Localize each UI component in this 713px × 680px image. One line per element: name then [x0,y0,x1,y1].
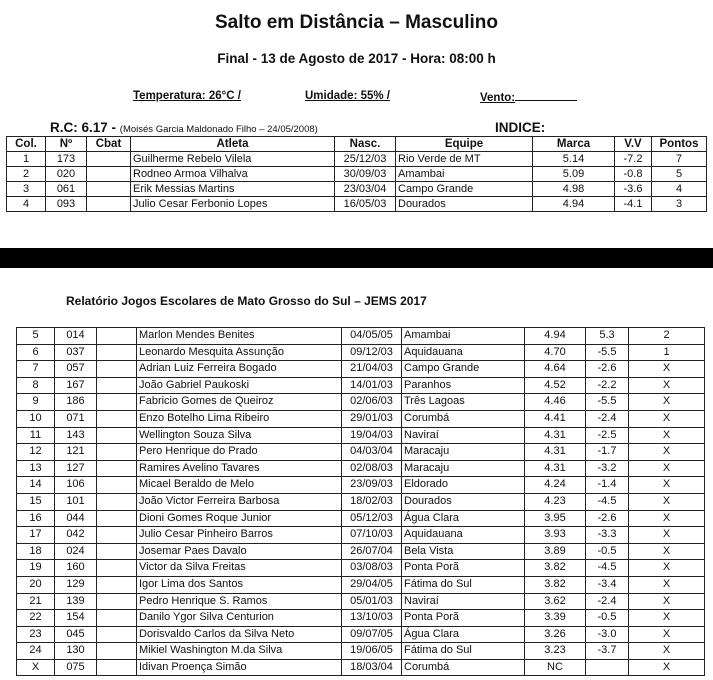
table-row [17,543,705,560]
table-row [17,593,705,610]
cell-col: 5 [17,328,55,345]
cell-number: 139 [55,593,97,610]
cell-mark: 4.70 [525,344,586,361]
cell-team: Corumbá [402,410,525,427]
cell-cbat [97,410,137,427]
cell-cbat [97,643,137,660]
cell-col: 1 [7,152,46,167]
cell-team: Três Lagoas [402,394,525,411]
cell-mark: 4.98 [533,182,615,197]
cell-points: X [629,643,705,660]
cell-points: X [629,593,705,610]
wind-label: Vento: [480,90,577,104]
cell-points: X [629,427,705,444]
cell-wind: -2.4 [586,593,629,610]
cell-points: X [629,410,705,427]
cell-mark: 4.24 [525,477,586,494]
table-row [17,328,705,345]
cell-points: 2 [629,328,705,345]
cell-cbat [97,610,137,627]
cell-points: X [629,576,705,593]
cell-mark: 4.64 [525,361,586,378]
cell-birth: 03/08/03 [342,560,402,577]
cell-athlete: João Gabriel Paukoski [137,377,342,394]
cell-team: Amambai [402,328,525,345]
cell-birth: 29/01/03 [342,410,402,427]
cell-points: X [629,394,705,411]
cell-athlete: Fabricio Gomes de Queiroz [137,394,342,411]
cell-wind: -7.2 [615,152,652,167]
cell-number: 024 [55,543,97,560]
cell-athlete: Josemar Paes Davalo [137,543,342,560]
cell-athlete: João Victor Ferreira Barbosa [137,493,342,510]
cell-points: X [629,527,705,544]
cell-wind: -2.2 [586,377,629,394]
cell-cbat [87,167,131,182]
cell-wind: -1.4 [586,477,629,494]
cell-cbat [97,361,137,378]
cell-cbat [97,560,137,577]
cell-birth: 21/04/03 [342,361,402,378]
cell-mark: 4.23 [525,493,586,510]
table-row [17,527,705,544]
cell-wind: -4.5 [586,493,629,510]
cell-birth: 09/07/05 [342,626,402,643]
cell-mark: 4.31 [525,460,586,477]
cell-birth: 25/12/03 [335,152,396,167]
cell-athlete: Adrian Luiz Ferreira Bogado [137,361,342,378]
cell-athlete: Julio Cesar Pinheiro Barros [137,527,342,544]
table-row [17,626,705,643]
cell-wind: -0.8 [615,167,652,182]
cell-team: Aquidauana [402,344,525,361]
cell-mark: 3.82 [525,560,586,577]
cell-birth: 05/12/03 [342,510,402,527]
cell-cbat [97,394,137,411]
cell-cbat [97,328,137,345]
cell-wind: -5.5 [586,394,629,411]
cell-number: 071 [55,410,97,427]
cell-mark: 3.93 [525,527,586,544]
cell-athlete: Mikiel Washington M.da Silva [137,643,342,660]
column-header-birth: Nasc. [335,137,396,152]
cell-team: Campo Grande [402,361,525,378]
cell-birth: 29/04/05 [342,576,402,593]
cell-team: Aquidauana [402,527,525,544]
cell-birth: 19/04/03 [342,427,402,444]
cell-number: 101 [55,493,97,510]
cell-wind: -2.5 [586,427,629,444]
page-title: Salto em Distância – Masculino [215,12,498,33]
results-table-top [6,136,707,212]
cell-team: Fátima do Sul [402,643,525,660]
cell-wind: -3.0 [586,626,629,643]
cell-team: Maracaju [402,444,525,461]
cell-number: 154 [55,610,97,627]
cell-team: Naviraí [402,593,525,610]
cell-number: 044 [55,510,97,527]
cell-wind: -0.5 [586,543,629,560]
cell-col: 12 [17,444,55,461]
cell-points: X [629,560,705,577]
cell-wind: 5.3 [586,328,629,345]
table-row [7,152,707,167]
cell-cbat [87,182,131,197]
record-label: R.C: 6.17 - [50,120,117,135]
cell-col: 10 [17,410,55,427]
cell-mark: 5.14 [533,152,615,167]
table-row [17,493,705,510]
cell-team: Maracaju [402,460,525,477]
cell-number: 106 [55,477,97,494]
cell-team: Água Clara [402,510,525,527]
cell-team: Ponta Porã [402,560,525,577]
temperature-label: Temperatura: 26°C / [133,90,241,102]
cell-team: Eldorado [402,477,525,494]
cell-birth: 26/07/04 [342,543,402,560]
cell-team: Campo Grande [396,182,533,197]
cell-mark: 3.39 [525,610,586,627]
cell-mark: 4.94 [525,328,586,345]
cell-cbat [97,477,137,494]
cell-number: 121 [55,444,97,461]
cell-cbat [97,493,137,510]
cell-col: 17 [17,527,55,544]
cell-number: 173 [46,152,87,167]
cell-col: 21 [17,593,55,610]
cell-col: 8 [17,377,55,394]
table-row [17,377,705,394]
table-row [7,167,707,182]
cell-wind: -0.5 [586,610,629,627]
cell-wind: -5.5 [586,344,629,361]
cell-athlete: Dorisvaldo Carlos da Silva Neto [137,626,342,643]
cell-athlete: Victor da Silva Freitas [137,560,342,577]
cell-wind: -4.1 [615,197,652,212]
cell-points: 3 [652,197,707,212]
cell-points: X [629,510,705,527]
cell-col: 24 [17,643,55,660]
cell-team: Dourados [396,197,533,212]
cell-wind: -3.7 [586,643,629,660]
cell-wind: -3.4 [586,576,629,593]
cell-birth: 14/01/03 [342,377,402,394]
cell-birth: 05/01/03 [342,593,402,610]
column-header-col: Col. [7,137,46,152]
cell-birth: 09/12/03 [342,344,402,361]
table-row [17,460,705,477]
page-divider [0,248,713,268]
cell-wind: -1.7 [586,444,629,461]
cell-number: 037 [55,344,97,361]
table-row [17,344,705,361]
cell-number: 143 [55,427,97,444]
cell-number: 127 [55,460,97,477]
report-title: Relatório Jogos Escolares de Mato Grosso do Sul – JEMS 2017 [66,294,427,308]
cell-col: 3 [7,182,46,197]
cell-athlete: Igor Lima dos Santos [137,576,342,593]
cell-birth: 23/09/03 [342,477,402,494]
cell-mark: 3.26 [525,626,586,643]
cell-points: X [629,493,705,510]
cell-wind: -2.6 [586,510,629,527]
table-row [17,643,705,660]
cell-mark: 4.41 [525,410,586,427]
cell-athlete: Wellington Souza Silva [137,427,342,444]
table-row [7,182,707,197]
cell-cbat [97,527,137,544]
cell-number: 020 [46,167,87,182]
cell-team: Dourados [402,493,525,510]
cell-team: Paranhos [402,377,525,394]
humidity-label: Umidade: 55% / [305,90,390,102]
cell-number: 014 [55,328,97,345]
cell-points: 5 [652,167,707,182]
cell-col: 2 [7,167,46,182]
cell-points: X [629,377,705,394]
cell-birth: 04/05/05 [342,328,402,345]
cell-number: 045 [55,626,97,643]
cell-cbat [97,444,137,461]
cell-points: X [629,659,705,676]
cell-points: 1 [629,344,705,361]
cell-points: X [629,543,705,560]
cell-athlete: Julio Cesar Ferbonio Lopes [131,197,335,212]
cell-cbat [97,576,137,593]
cell-mark: NC [525,659,586,676]
cell-cbat [87,197,131,212]
cell-number: 042 [55,527,97,544]
cell-col: 7 [17,361,55,378]
cell-team: Bela Vista [402,543,525,560]
cell-points: X [629,361,705,378]
table-row [17,394,705,411]
table-row [17,576,705,593]
cell-col: X [17,659,55,676]
table-row [17,361,705,378]
cell-athlete: Guilherme Rebelo Vilela [131,152,335,167]
cell-number: 160 [55,560,97,577]
cell-birth: 23/03/04 [335,182,396,197]
cell-birth: 18/03/04 [342,659,402,676]
cell-points: 7 [652,152,707,167]
cell-cbat [97,659,137,676]
indice-label: INDICE: [495,120,546,135]
cell-col: 22 [17,610,55,627]
table-header-row [7,137,707,152]
cell-wind: -3.6 [615,182,652,197]
cell-athlete: Pedro Henrique S. Ramos [137,593,342,610]
cell-birth: 18/02/03 [342,493,402,510]
cell-cbat [97,344,137,361]
table-row [17,427,705,444]
cell-col: 23 [17,626,55,643]
cell-cbat [97,593,137,610]
table-row [17,477,705,494]
cell-birth: 19/06/05 [342,643,402,660]
cell-cbat [97,510,137,527]
cell-mark: 5.09 [533,167,615,182]
cell-points: X [629,610,705,627]
cell-col: 15 [17,493,55,510]
cell-wind: -2.6 [586,361,629,378]
record-line [50,120,318,135]
cell-cbat [87,152,131,167]
cell-wind [586,659,629,676]
cell-athlete: Danilo Ygor Silva Centurion [137,610,342,627]
cell-col: 6 [17,344,55,361]
cell-number: 130 [55,643,97,660]
column-header-cbat: Cbat [87,137,131,152]
column-header-number: Nº [46,137,87,152]
cell-number: 129 [55,576,97,593]
column-header-team: Equipe [396,137,533,152]
record-holder: (Moisés Garcia Maldonado Filho – 24/05/2008) [119,124,318,135]
cell-birth: 04/03/04 [342,444,402,461]
cell-team: Naviraí [402,427,525,444]
cell-points: X [629,626,705,643]
cell-wind: -4.5 [586,560,629,577]
cell-col: 18 [17,543,55,560]
cell-number: 167 [55,377,97,394]
cell-athlete: Marlon Mendes Benites [137,328,342,345]
cell-team: Amambai [396,167,533,182]
table-row [17,444,705,461]
cell-col: 9 [17,394,55,411]
cell-col: 19 [17,560,55,577]
cell-cbat [97,543,137,560]
cell-athlete: Pero Henrique do Prado [137,444,342,461]
column-header-points: Pontos [652,137,707,152]
table-row [7,197,707,212]
cell-team: Corumbá [402,659,525,676]
cell-birth: 02/08/03 [342,460,402,477]
cell-col: 11 [17,427,55,444]
column-header-mark: Marca [533,137,615,152]
table-row [17,560,705,577]
cell-mark: 4.31 [525,427,586,444]
cell-points: X [629,477,705,494]
cell-cbat [97,377,137,394]
cell-birth: 13/10/03 [342,610,402,627]
table-row [17,659,705,676]
cell-cbat [97,626,137,643]
cell-wind: -2.4 [586,410,629,427]
event-subtitle: Final - 13 de Agosto de 2017 - Hora: 08:00 h [217,51,496,66]
cell-cbat [97,460,137,477]
cell-athlete: Leonardo Mesquita Assunção [137,344,342,361]
cell-number: 057 [55,361,97,378]
cell-athlete: Dioni Gomes Roque Junior [137,510,342,527]
cell-team: Rio Verde de MT [396,152,533,167]
table-row [17,410,705,427]
cell-mark: 4.94 [533,197,615,212]
cell-athlete: Idivan Proença Simão [137,659,342,676]
cell-col: 16 [17,510,55,527]
cell-athlete: Ramires Avelino Tavares [137,460,342,477]
cell-number: 093 [46,197,87,212]
cell-athlete: Micael Beraldo de Melo [137,477,342,494]
cell-mark: 3.89 [525,543,586,560]
cell-athlete: Erik Messias Martins [131,182,335,197]
cell-mark: 3.62 [525,593,586,610]
cell-number: 186 [55,394,97,411]
cell-birth: 07/10/03 [342,527,402,544]
column-header-wind: V.V [615,137,652,152]
results-table-bottom [16,327,705,676]
cell-cbat [97,427,137,444]
cell-mark: 4.52 [525,377,586,394]
cell-points: X [629,444,705,461]
cell-col: 14 [17,477,55,494]
table-row [17,610,705,627]
cell-mark: 3.95 [525,510,586,527]
cell-mark: 4.31 [525,444,586,461]
cell-mark: 3.23 [525,643,586,660]
cell-team: Ponta Porã [402,610,525,627]
cell-athlete: Enzo Botelho Lima Ribeiro [137,410,342,427]
cell-col: 13 [17,460,55,477]
table-row [17,510,705,527]
cell-wind: -3.2 [586,460,629,477]
cell-team: Água Clara [402,626,525,643]
cell-wind: -3.3 [586,527,629,544]
column-header-athlete: Atleta [131,137,335,152]
cell-athlete: Rodneo Armoa Vilhalva [131,167,335,182]
cell-birth: 16/05/03 [335,197,396,212]
cell-birth: 02/06/03 [342,394,402,411]
cell-col: 4 [7,197,46,212]
cell-number: 075 [55,659,97,676]
cell-points: 4 [652,182,707,197]
cell-team: Fátima do Sul [402,576,525,593]
cell-col: 20 [17,576,55,593]
cell-birth: 30/09/03 [335,167,396,182]
cell-number: 061 [46,182,87,197]
cell-mark: 3.82 [525,576,586,593]
cell-points: X [629,460,705,477]
cell-mark: 4.46 [525,394,586,411]
